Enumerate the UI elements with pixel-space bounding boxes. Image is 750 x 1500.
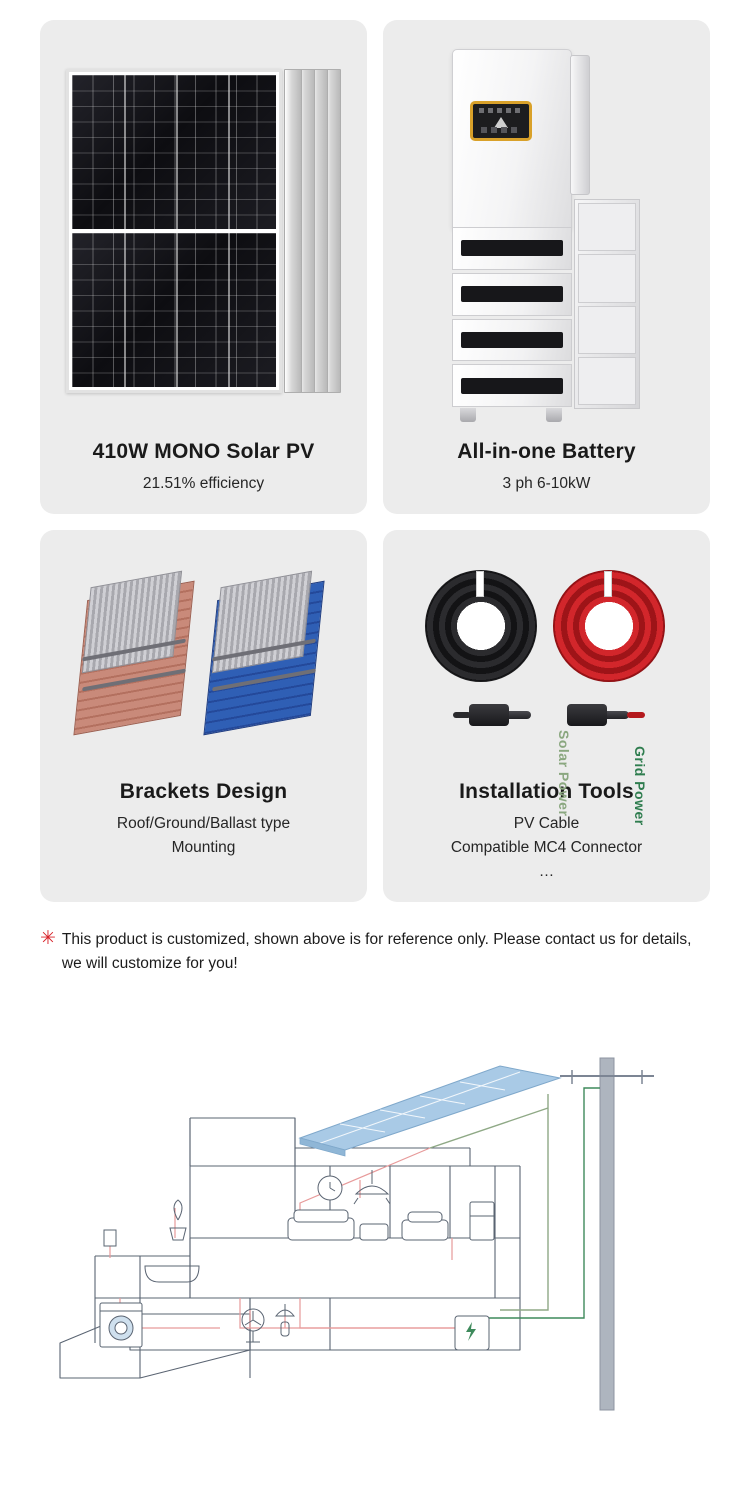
product-card-brackets[interactable] bbox=[40, 530, 367, 902]
customization-note bbox=[40, 928, 710, 976]
asterisk-icon: ✳ bbox=[40, 928, 56, 950]
product-card-subtitle bbox=[117, 812, 290, 860]
subtitle-line-2: Compatible MC4 Connector bbox=[450, 839, 643, 857]
subtitle-line-1: Roof/Ground/Ballast type bbox=[116, 815, 291, 833]
all-in-one-battery-image bbox=[393, 34, 700, 434]
customization-note-text: This product is customized, shown above is for reference only. Please contact us for details, we will customize for you! bbox=[61, 931, 692, 973]
product-card-subtitle: 21.51% efficiency bbox=[142, 475, 265, 492]
product-card-solar-pv[interactable] bbox=[40, 20, 367, 514]
subtitle-line-3: … bbox=[538, 863, 555, 881]
product-card-title: All-in-one Battery bbox=[457, 440, 636, 463]
product-card-title: Installation Tools bbox=[459, 780, 634, 804]
mounting-brackets-image bbox=[50, 544, 357, 774]
subtitle-line-2: Mounting bbox=[171, 839, 236, 857]
grid-power-label: Grid Power bbox=[632, 746, 648, 826]
solar-power-label: Solar Power bbox=[556, 730, 572, 817]
product-card-title: Brackets Design bbox=[119, 780, 288, 804]
product-card-battery[interactable] bbox=[383, 20, 710, 514]
product-card-title: 410W MONO Solar PV bbox=[92, 440, 315, 463]
product-card-subtitle: 3 ph 6-10kW bbox=[502, 475, 591, 492]
solar-panel-stack-image bbox=[50, 34, 357, 434]
subtitle-line-1: PV Cable bbox=[513, 815, 580, 833]
